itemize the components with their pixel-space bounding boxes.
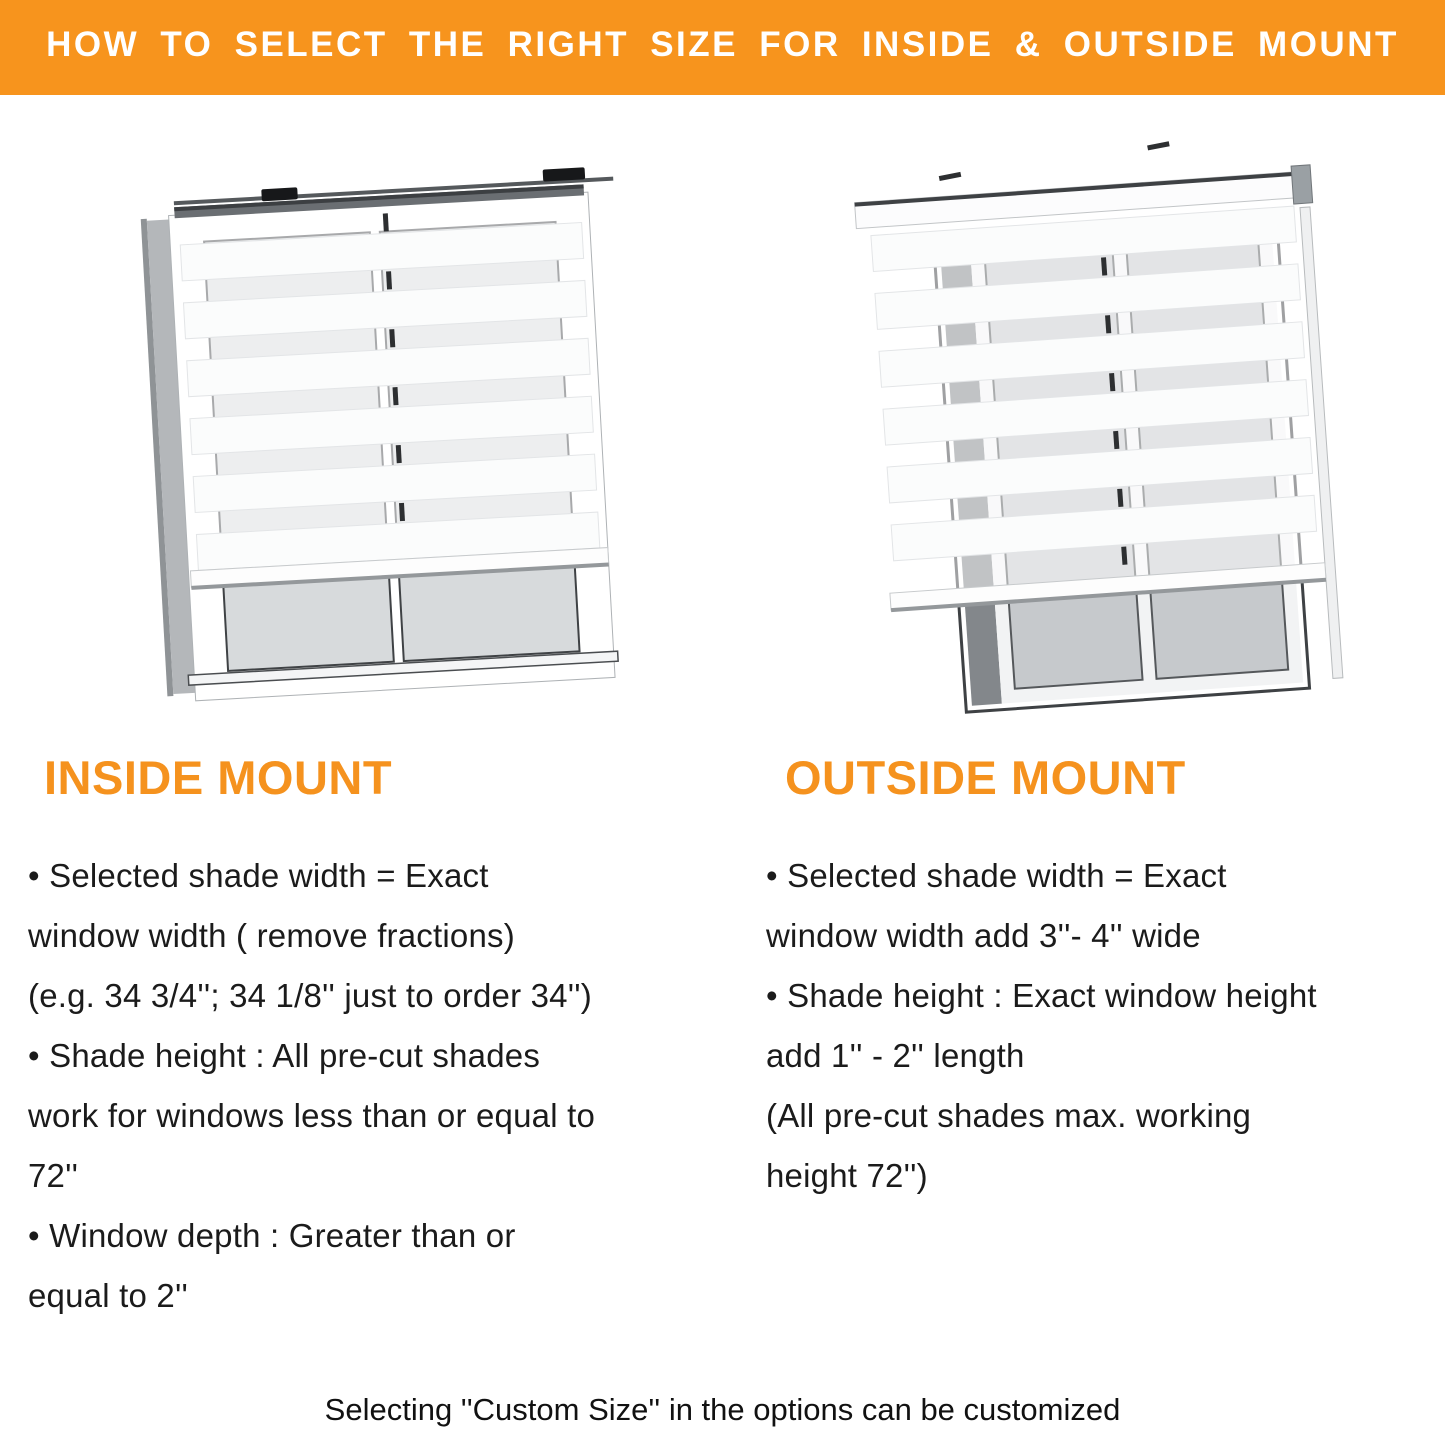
outside-mount-illustration [852, 134, 1352, 754]
spec-line: • Selected shade width = Exact [28, 857, 489, 894]
inside-mount-heading: INSIDE MOUNT [44, 751, 393, 804]
spec-line: • Shade height : All pre-cut shades [28, 1037, 541, 1074]
outside-mount-heading: OUTSIDE MOUNT [785, 751, 1186, 804]
custom-size-note: Selecting ''Custom Size'' in the options can be customized [324, 1392, 1121, 1427]
spec-line: height 72'') [766, 1157, 928, 1194]
inside-mount-shade-drawing [130, 146, 635, 754]
spec-line: • Shade height : Exact window height [766, 977, 1317, 1014]
mount-clip-icon [261, 187, 298, 201]
outside-mount-shade-drawing [852, 134, 1352, 754]
inside-mount-illustration [130, 146, 635, 754]
spec-line: (All pre-cut shades max. working [766, 1097, 1252, 1134]
header-banner [0, 0, 1445, 95]
banner-title: HOW TO SELECT THE RIGHT SIZE FOR INSIDE & OUTSIDE MOUNT [46, 24, 1399, 64]
spec-line: • Selected shade width = Exact [766, 857, 1227, 894]
valance-end-cap [1291, 165, 1313, 204]
spec-line: work for windows less than or equal to [28, 1097, 596, 1134]
spec-line: (e.g. 34 3/4''; 34 1/8'' just to order 34'') [28, 977, 592, 1014]
zebra-shade [171, 200, 609, 590]
mount-clip-icon [543, 167, 586, 181]
spec-line: 72'' [28, 1157, 79, 1194]
outside-mount-specs [766, 846, 1426, 1206]
zebra-shade [865, 206, 1326, 612]
inside-mount-specs [28, 846, 673, 1326]
spec-line: • Window depth : Greater than or [28, 1217, 516, 1254]
spec-line: equal to 2'' [28, 1277, 188, 1314]
spec-line: window width add 3''- 4'' wide [766, 917, 1201, 954]
spec-line: window width ( remove fractions) [28, 917, 515, 954]
spec-line: add 1'' - 2'' length [766, 1037, 1025, 1074]
wall-screw-marks [937, 141, 1171, 181]
